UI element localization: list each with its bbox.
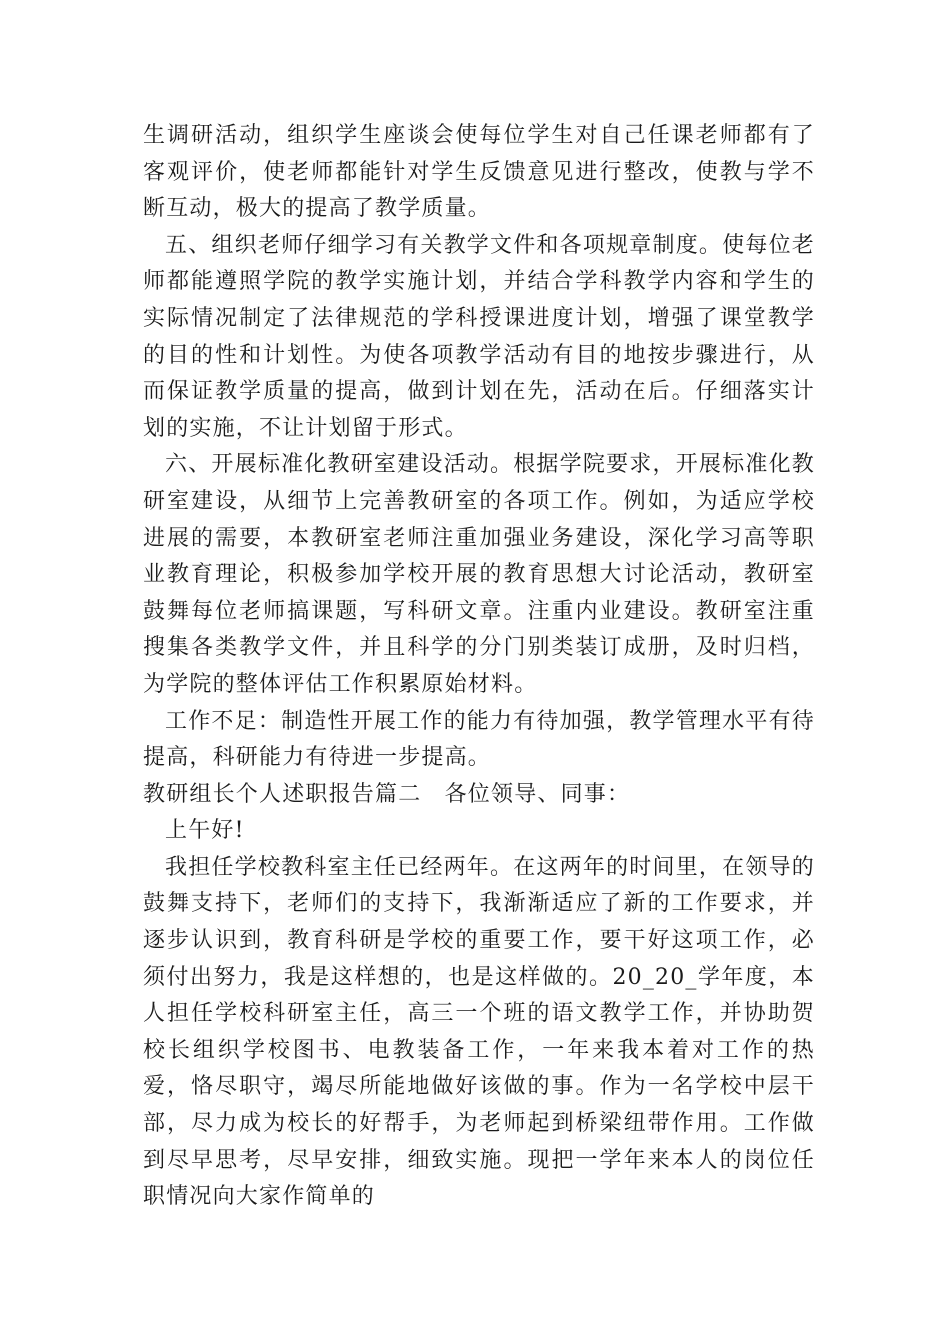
paragraph-student-survey: 生调研活动，组织学生座谈会使每位学生对自己任课老师都有了客观评价，使老师都能针对学生反馈意见进行整改，使教与学不断互动，极大的提高了教学质量。 <box>143 123 815 222</box>
paragraph-item-six: 六、开展标准化教研室建设活动。根据学院要求，开展标准化教研室建设，从细节上完善教研室的各项工作。例如，为适应学校进展的需要，本教研室老师注重加强业务建设，深化学习高等职业教育理论，积极参加学校开展的教育思想大讨论活动，教研室鼓舞每位老师搞课题，写科研文章。注重内业建设。教研室注重搜集各类教学文件，并且科学的分门别类装订成册，及时归档，为学院的整体评估工作积累原始材料。 <box>143 452 815 697</box>
document-body <box>143 118 815 1216</box>
greeting-line: 上午好! <box>165 818 245 844</box>
paragraph-item-five: 五、组织老师仔细学习有关教学文件和各项规章制度。使每位老师都能遵照学院的教学实施计划，并结合学科教学内容和学生的实际情况制定了法律规范的学科授课进度计划，增强了课堂教学的目的性和计划性。为使各项教学活动有目的地按步骤进行，从而保证教学质量的提高，做到计划在先，活动在后。仔细落实计划的实施，不让计划留于形式。 <box>143 232 815 441</box>
paragraph-shortcomings: 工作不足：制造性开展工作的能力有待加强，教学管理水平有待提高，科研能力有待进一步提高。 <box>143 708 815 771</box>
section-heading-part-two: 教研组长个人述职报告篇二 各位领导、同事： <box>143 781 631 807</box>
paragraph-report-intro: 我担任学校教科室主任已经两年。在这两年的时间里，在领导的鼓舞支持下，老师们的支持下，我渐渐适应了新的工作要求，并逐步认识到，教育科研是学校的重要工作，要干好这项工作，必须付出努力，我是这样想的，也是这样做的。20_20_学年度，本人担任学校科研室主任，高三一个班的语文教学工作，并协助贺校长组织学校图书、电教装备工作，一年来我本着对工作的热爱，恪尽职守，竭尽所能地做好该做的事。作为一名学校中层干部，尽力成为校长的好帮手，为老师起到桥梁纽带作用。工作做到尽早思考，尽早安排，细致实施。现把一学年来本人的岗位任职情况向大家作简单的 <box>143 854 815 1210</box>
